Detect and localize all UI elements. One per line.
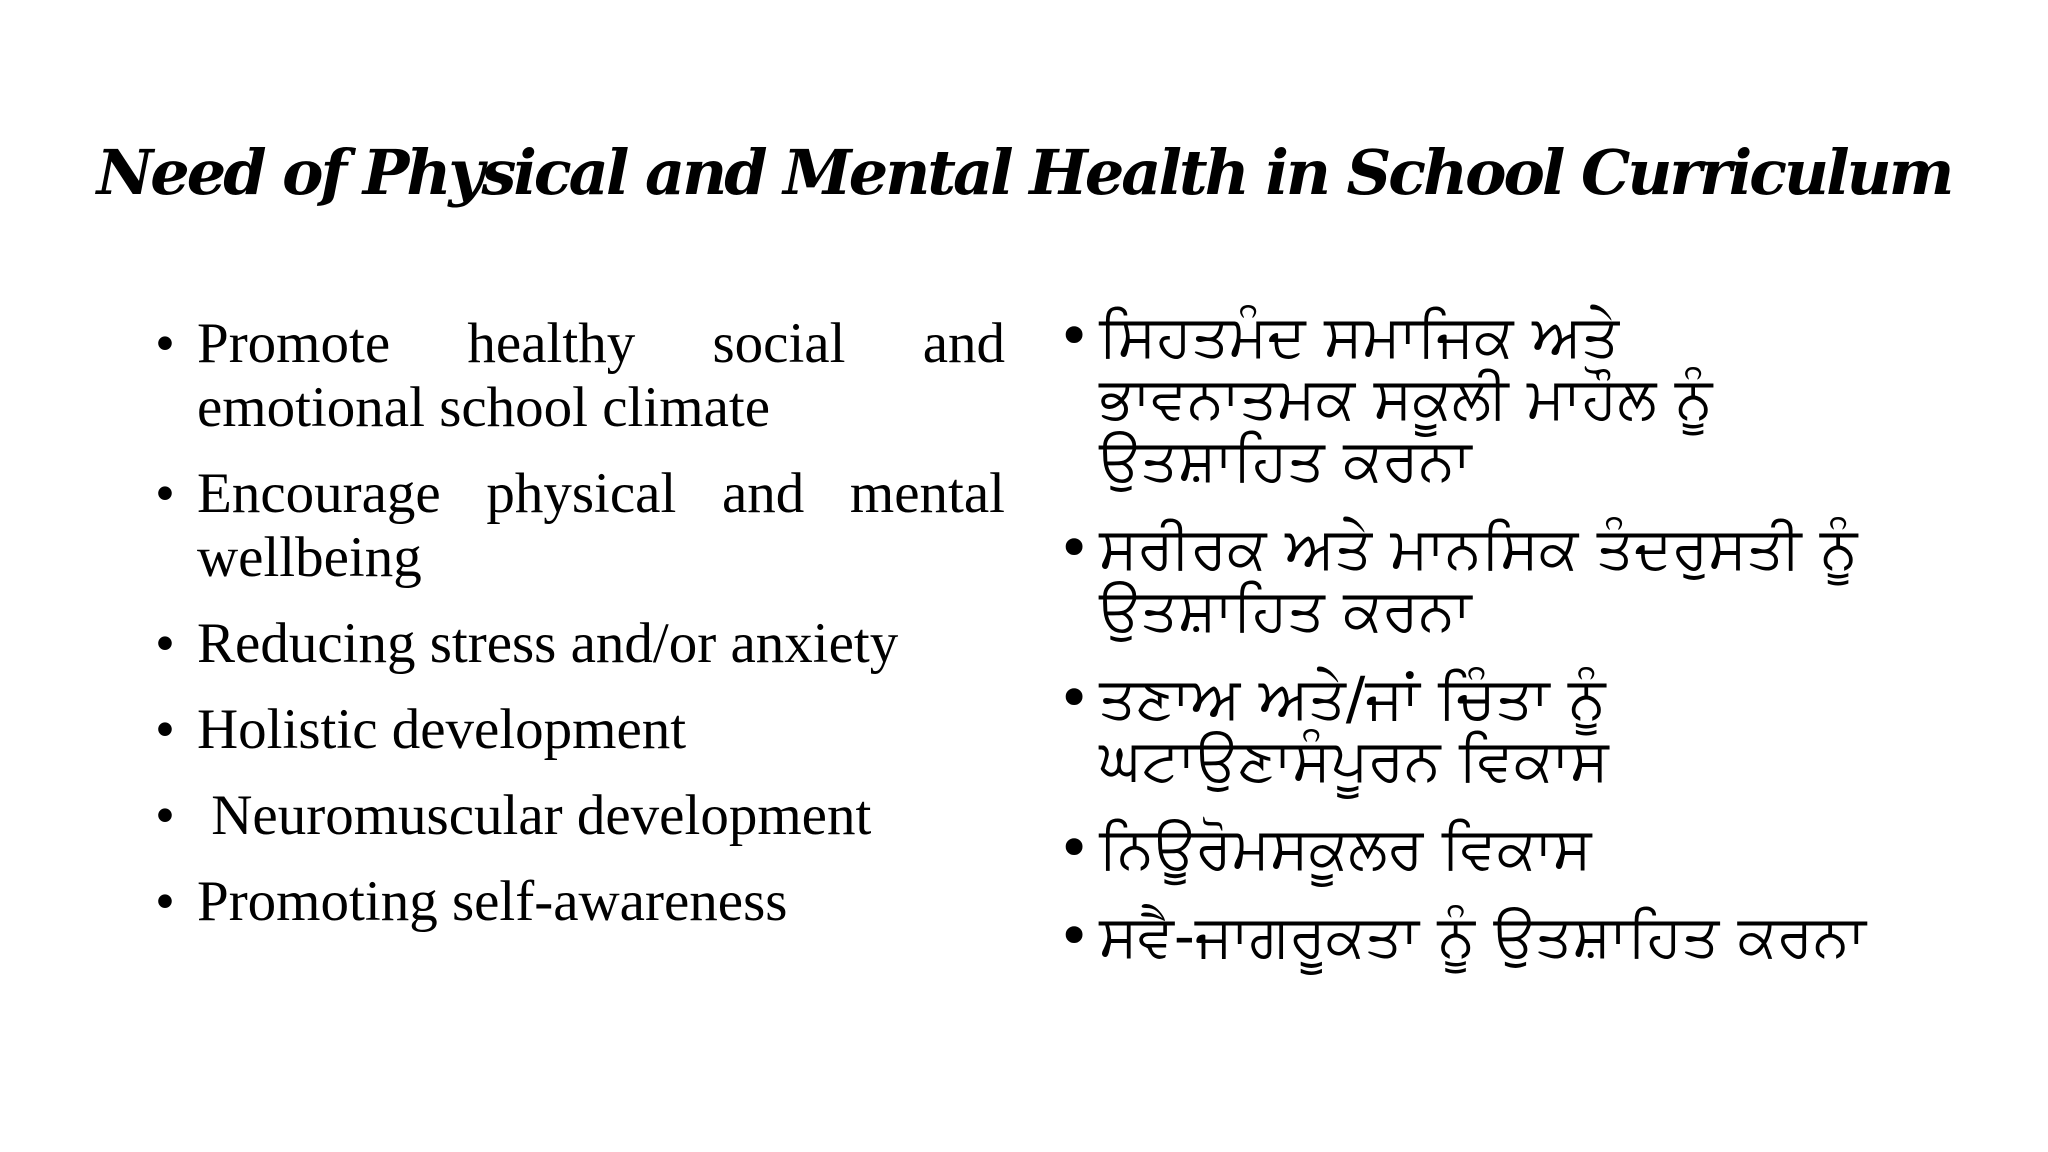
list-item: • Promoting self-awareness: [155, 870, 1005, 934]
list-item: • ਤਣਾਅ ਅਤੇ/ਜਾਂ ਚਿੰਤਾ ਨੂੰ ਘਟਾਉਣਾਸੰਪੂਰਨ ਵਿਕਾਸ: [1057, 667, 1659, 791]
list-item: • ਨਿਊਰੋਮਸਕੂਲਰ ਵਿਕਾਸ: [1057, 817, 2017, 879]
list-item: • Holistic development: [155, 698, 1005, 762]
list-item: • ਸਰੀਰਕ ਅਤੇ ਮਾਨਸਿਕ ਤੰਦਰੁਸਤੀ ਨੂੰ ਉਤਸ਼ਾਹਿਤ ਕਰਨਾ: [1057, 517, 1959, 641]
list-item: • Reducing stress and/or anxiety: [155, 612, 1005, 676]
list-item: • ਸਵੈ-ਜਾਗਰੂਕਤਾ ਨੂੰ ਉਤਸ਼ਾਹਿਤ ਕਰਨਾ: [1057, 905, 2017, 967]
punjabi-bullet-list: [1057, 302, 2017, 993]
list-item: • ਸਿਹਤਮੰਦ ਸਮਾਜਿਕ ਅਤੇ ਭਾਵਨਾਤਮਕ ਸਕੂਲੀ ਮਾਹੌਲ ਨੂੰ ਉਤਸ਼ਾਹਿਤ ਕਰਨਾ: [1057, 305, 1739, 491]
list-item: • Promote healthy social and emotional school climate: [155, 312, 1005, 440]
slide-title: Need of Physical and Mental Health in School Curriculum: [96, 136, 1952, 209]
list-item: • Encourage physical and mental wellbeing: [155, 462, 1005, 590]
english-bullet-list: [155, 312, 1005, 956]
list-item: • Neuromuscular development: [155, 784, 1005, 848]
